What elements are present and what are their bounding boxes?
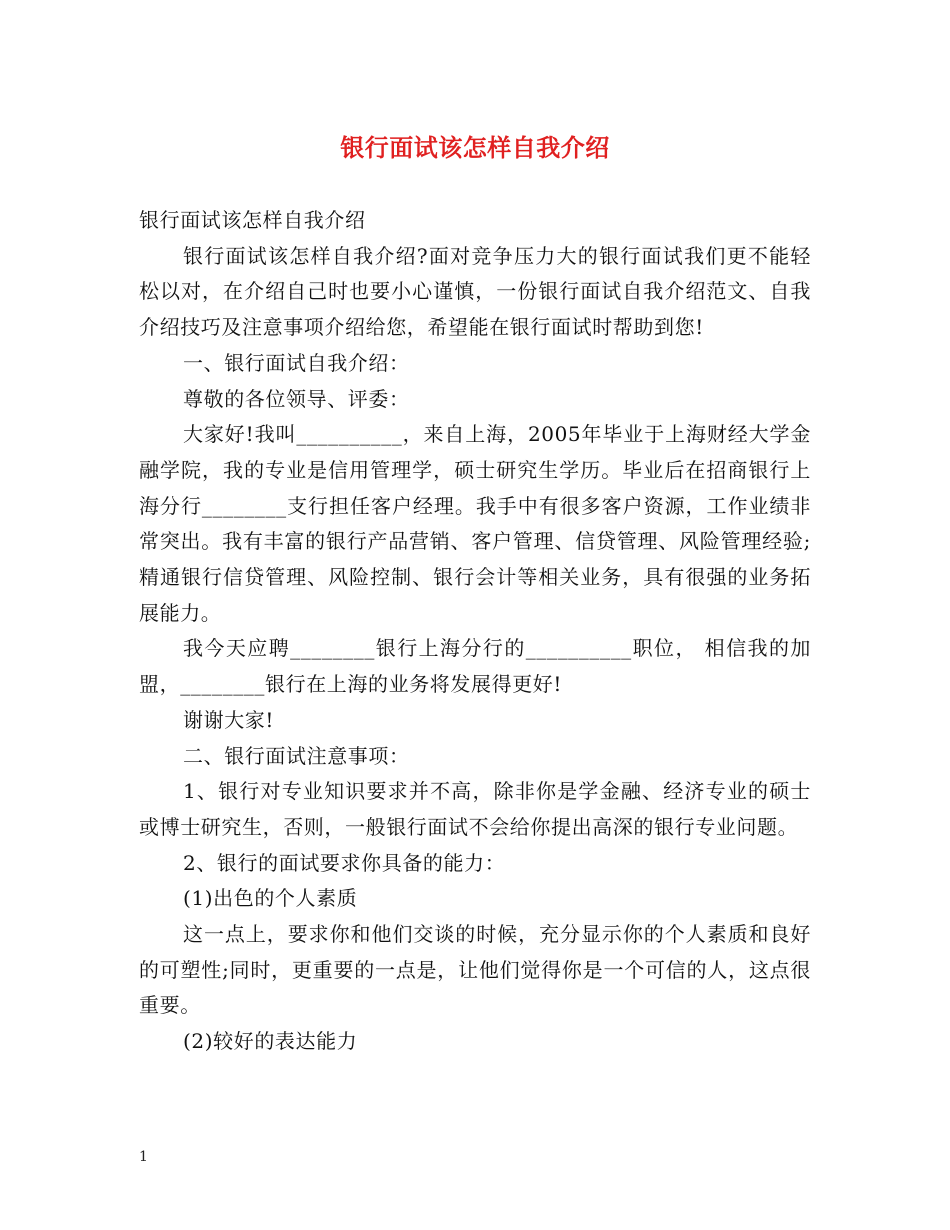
paragraph-note-2: 2、银行的面试要求你具备的能力： xyxy=(183,850,506,875)
paragraph-subheading-expression: (2)较好的表达能力 xyxy=(183,1029,358,1054)
paragraph-quality-body: 这一点上，要求你和他们交谈的时候，充分显示你的个人素质和良好的可塑性;同时，更重要的一点是，让他们觉得你是一个可信的人，这点很重要。 xyxy=(139,922,811,1018)
section-heading-notes: 二、银行面试注意事项： xyxy=(183,743,410,768)
paragraph-salutation: 尊敬的各位领导、评委： xyxy=(183,386,410,411)
document-body xyxy=(139,203,811,1060)
paragraph-thanks: 谢谢大家! xyxy=(183,707,275,732)
paragraph-note-1: 1、银行对专业知识要求并不高，除非你是学金融、经济专业的硕士或博士研究生，否则，一般银行面试不会给你提出高深的银行专业问题。 xyxy=(139,779,811,839)
page-number: 1 xyxy=(139,1149,148,1165)
paragraph-self-intro-body: 大家好!我叫__________，来自上海，2005年毕业于上海财经大学金融学院，我的专业是信用管理学，硕士研究生学历。毕业后在招商银行上海分行________支行担任客户经理。我手中有很多客户资源，工作业绩非常突出。我有丰富的银行产品营销、客户管理、信贷管理、风险管理经验;精通银行信贷管理、风险控制、银行会计等相关业务，具有很强的业务拓展能力。 xyxy=(139,422,811,625)
document-title: 银行面试该怎样自我介绍 xyxy=(340,133,610,162)
section-heading-self-intro: 一、银行面试自我介绍： xyxy=(183,350,410,375)
paragraph-subheading-quality: (1)出色的个人素质 xyxy=(183,886,358,911)
paragraph-application: 我今天应聘________银行上海分行的__________职位， 相信我的加盟，________银行在上海的业务将发展得更好! xyxy=(139,636,811,697)
paragraph-subtitle: 银行面试该怎样自我介绍 xyxy=(139,208,366,232)
paragraph-intro: 银行面试该怎样自我介绍?面对竞争压力大的银行面试我们更不能轻松以对，在介绍自己时也要小心谨慎，一份银行面试自我介绍范文、自我介绍技巧及注意事项介绍给您，希望能在银行面试时帮助到您! xyxy=(139,243,811,340)
